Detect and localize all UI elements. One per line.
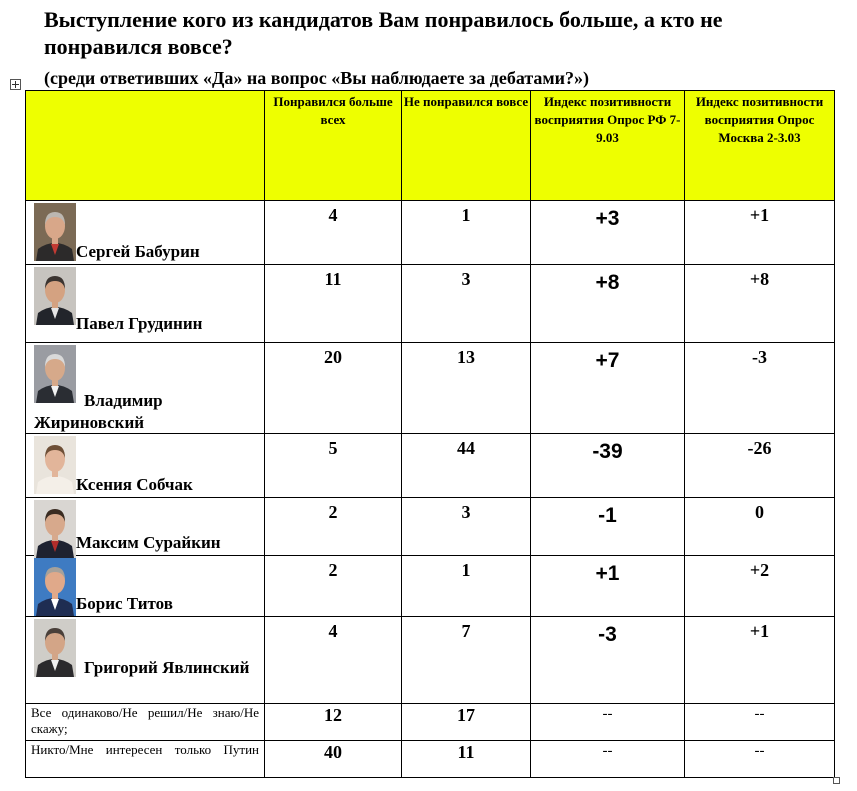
table-resize-handle-icon[interactable] xyxy=(833,777,840,784)
index-msk: +1 xyxy=(685,201,835,265)
disliked-count: 17 xyxy=(402,704,531,741)
liked-count: 20 xyxy=(265,343,402,434)
index-msk: +8 xyxy=(685,265,835,343)
liked-count: 5 xyxy=(265,434,402,498)
candidate-name-cell xyxy=(26,265,265,343)
other-answer-label-cell xyxy=(26,704,265,741)
index-rf: -3 xyxy=(531,617,685,704)
candidate-photo xyxy=(34,203,76,261)
header-disliked: Не понравился вовсе xyxy=(402,91,531,201)
candidate-name-cell xyxy=(26,498,265,556)
page-subtitle: (среди ответивших «Да» на вопрос «Вы наблюдаете за дебатами?») xyxy=(44,68,590,88)
candidate-photo xyxy=(34,436,76,494)
candidate-photo xyxy=(34,500,76,558)
candidate-name-cell xyxy=(26,343,265,434)
candidate-name: Сергей Бабурин xyxy=(76,242,200,261)
other-answer-label: Все одинаково/Не решил/Не знаю/Не скажу; xyxy=(31,705,259,736)
index-msk: 0 xyxy=(685,498,835,556)
disliked-count: 7 xyxy=(402,617,531,704)
index-rf: -- xyxy=(531,704,685,741)
candidate-row xyxy=(26,343,835,434)
liked-count: 4 xyxy=(265,201,402,265)
index-msk: -26 xyxy=(685,434,835,498)
header-index-msk: Индекс позитивности восприятия Опрос Москва 2-3.03 xyxy=(685,91,835,201)
index-msk: -3 xyxy=(685,343,835,434)
candidate-name: Владимир Жириновский xyxy=(34,391,163,432)
candidate-row xyxy=(26,617,835,704)
index-msk: +1 xyxy=(685,617,835,704)
candidate-row xyxy=(26,201,835,265)
other-answer-row xyxy=(26,704,835,741)
index-rf: -39 xyxy=(531,434,685,498)
other-answer-label-cell xyxy=(26,741,265,778)
results-table xyxy=(25,90,835,778)
candidate-name: Григорий Явлинский xyxy=(84,658,250,677)
liked-count: 4 xyxy=(265,617,402,704)
table-header-row xyxy=(26,91,835,201)
header-index-rf: Индекс позитивности восприятия Опрос РФ 7-9.03 xyxy=(531,91,685,201)
liked-count: 12 xyxy=(265,704,402,741)
index-msk: -- xyxy=(685,741,835,778)
index-msk: +2 xyxy=(685,556,835,617)
index-msk: -- xyxy=(685,704,835,741)
liked-count: 40 xyxy=(265,741,402,778)
candidate-name: Ксения Собчак xyxy=(76,475,193,494)
liked-count: 2 xyxy=(265,556,402,617)
candidate-name: Павел Грудинин xyxy=(76,314,203,333)
candidate-photo xyxy=(34,558,76,616)
candidate-name-cell xyxy=(26,617,265,704)
index-rf: -- xyxy=(531,741,685,778)
disliked-count: 13 xyxy=(402,343,531,434)
index-rf: -1 xyxy=(531,498,685,556)
other-answer-label: Никто/Мне интересен только Путин xyxy=(31,742,259,757)
candidate-name-cell xyxy=(26,201,265,265)
page-title: Выступление кого из кандидатов Вам понравилось больше, а кто не понравился вовсе? xyxy=(44,7,723,59)
liked-count: 11 xyxy=(265,265,402,343)
disliked-count: 1 xyxy=(402,201,531,265)
table-move-handle-icon[interactable] xyxy=(10,79,21,90)
header-name xyxy=(26,91,265,201)
index-rf: +8 xyxy=(531,265,685,343)
header-liked: Понравился больше всех xyxy=(265,91,402,201)
disliked-count: 3 xyxy=(402,498,531,556)
candidate-name: Борис Титов xyxy=(76,594,173,613)
index-rf: +7 xyxy=(531,343,685,434)
candidate-row xyxy=(26,434,835,498)
disliked-count: 11 xyxy=(402,741,531,778)
candidate-name: Максим Сурайкин xyxy=(76,533,221,552)
candidate-photo xyxy=(34,267,76,325)
index-rf: +1 xyxy=(531,556,685,617)
disliked-count: 3 xyxy=(402,265,531,343)
candidate-name-cell xyxy=(26,556,265,617)
candidate-row xyxy=(26,498,835,556)
disliked-count: 1 xyxy=(402,556,531,617)
liked-count: 2 xyxy=(265,498,402,556)
index-rf: +3 xyxy=(531,201,685,265)
candidate-name-cell xyxy=(26,434,265,498)
candidate-row xyxy=(26,556,835,617)
other-answer-row xyxy=(26,741,835,778)
disliked-count: 44 xyxy=(402,434,531,498)
candidate-row xyxy=(26,265,835,343)
